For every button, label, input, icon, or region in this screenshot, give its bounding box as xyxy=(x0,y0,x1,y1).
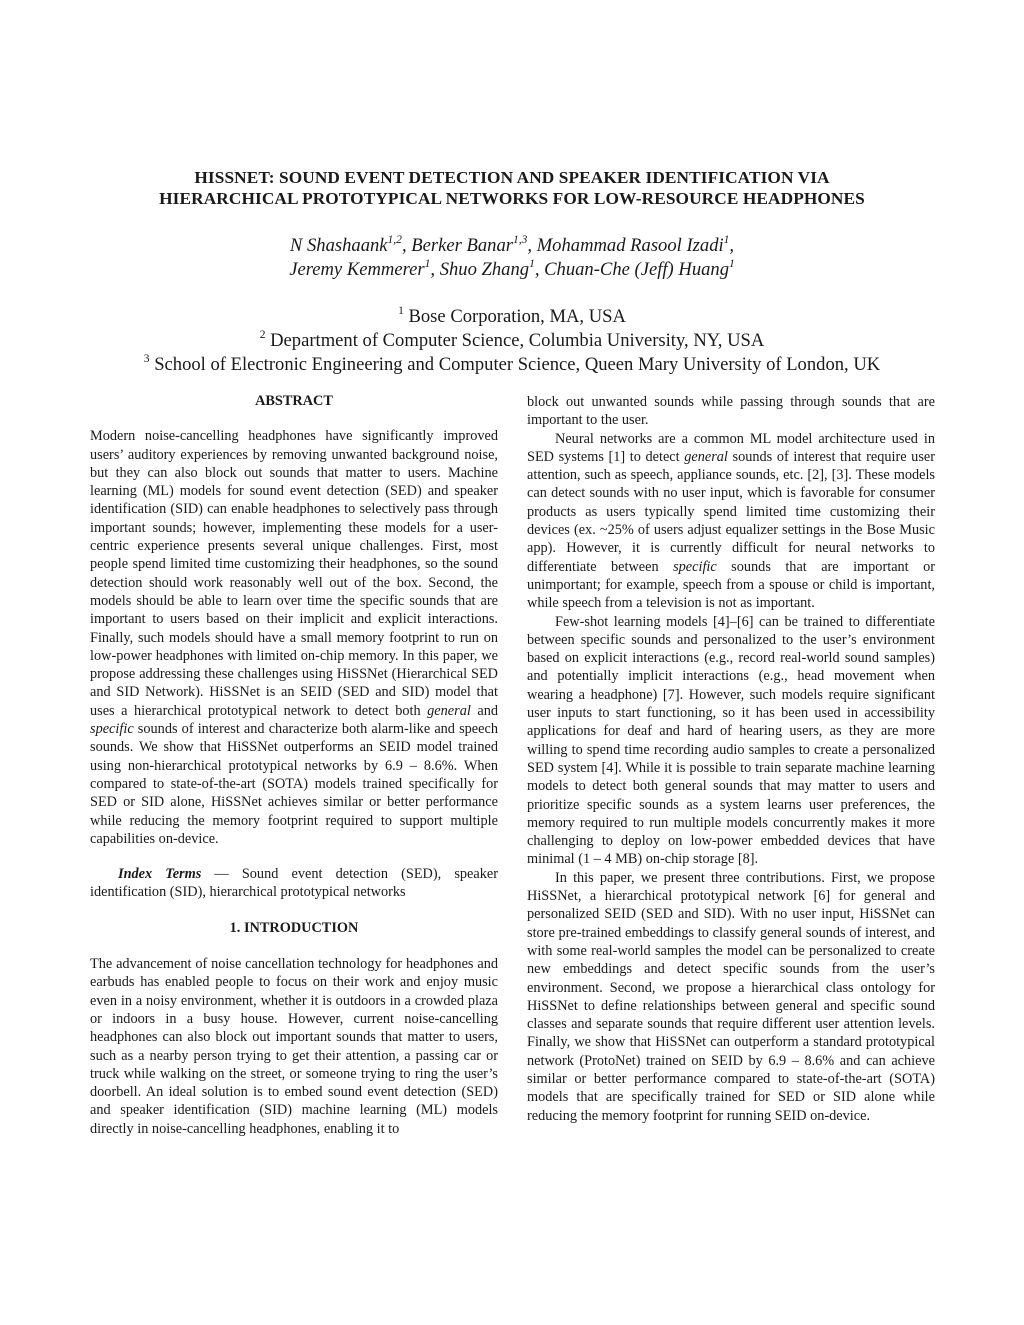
author-name: Chuan-Che (Jeff) Huang xyxy=(544,259,730,280)
abstract-heading: ABSTRACT xyxy=(255,393,333,409)
author-name: Jeremy Kemmerer xyxy=(289,259,425,280)
author-affiliation: 1 xyxy=(529,258,535,271)
title-line-2: HIERARCHICAL PROTOTYPICAL NETWORKS FOR LOW-RESOURCE HEADPHONES xyxy=(159,189,865,208)
intro-paragraph-3: Few-shot learning models [4]–[6] can be trained to differentiate between specific sounds and personalized to the user’s environment based on explicit interactions (e.g., record real-world sound samples) and potentially implicit interactions (e.g., head movement when wearing a headphone) [7]. However, such models require significant user inputs to start functioning, so it has been used in accessibility applications for deaf and hard of hearing users, as they are more willing to spend time recording audio samples to create a personalized SED system [4]. While it is possible to train separate machine learning models to detect both general sounds that may matter to users and prioritize specific sounds as a system learns user preferences, the memory required to run multiple models concurrently makes it more challenging to deploy on low-power embedded devices that have minimal (1 – 4 MB) on-chip storage [8]. xyxy=(527,613,935,868)
author-name: Shuo Zhang xyxy=(439,259,530,280)
abstract-body: Modern noise-cancelling headphones have significantly improved users’ auditory experiences by removing unwanted background noise, but they can also block out sounds that matter to users. Machine learning (ML) models for sound event detection (SED) and speaker identification (SID) can enable headphones to selectively pass through important sounds; however, implementing these models for a user-centric experience presents several unique challenges. First, most people spend limited time customizing their headphones, so the sound detection should work reasonably well out of the box. Second, the models should be able to learn over time the specific sounds that are important to users based on their implicit and explicit interactions. Finally, such models should have a small memory footprint to run on low-power headphones with limited on-chip memory. In this paper, we propose addressing these challenges using HiSSNet (Hierarchical SED and SID Network). HiSSNet is an SEID (SED and SID) model that uses a hierarchical prototypical network to detect both general and specific sounds of interest and characterize both alarm-like and speech sounds. We show that HiSSNet outperforms an SEID model trained using non-hierarchical prototypical networks by 6.9 – 8.6%. When compared to state-of-the-art (SOTA) models trained specifically for SED or SID alone, HiSSNet achieves similar or better performance while reducing the memory footprint required to support multiple capabilities on-device. xyxy=(90,428,499,847)
author-line-2: Jeremy Kemmerer$^1$, Shuo Zhang$^1$, Chuan-Che (Jeff) Huang$^1$ xyxy=(289,258,735,280)
intro-paragraph-1: The advancement of noise cancellation technology for headphones and earbuds has enabled people to focus on their work and enjoy music even in a noisy environment, whether it is outdoors in a crowded plaza or indoors in a busy house. However, current noise-cancelling headphones can also block out important sounds that matter to users, such as a nearby person trying to get their attention, a passing car or truck while walking on the street, or someone trying to ring the user’s doorbell. An ideal solution is to embed sound event detection (SED) and speaker identification (SID) machine learning (ML) models directly in noise-cancelling headphones, enabling it to xyxy=(90,956,498,1137)
index-terms: Index Terms — Sound event detection (SED), speaker identification (SID), hierarchical prototypical networks xyxy=(90,866,498,901)
author-line-1: N Shashaank$^{1,2}$, Berker Banar$^{1,3}$, Mohammad Rasool Izadi$^1$, xyxy=(289,234,735,256)
introduction-heading: 1. INTRODUCTION xyxy=(229,919,359,936)
author-affiliation: 1 xyxy=(729,258,735,271)
affiliation-1: $^1$ Bose Corporation, MA, USA xyxy=(398,305,626,327)
author-affiliation: 1 xyxy=(424,258,431,271)
index-terms-label: Index Terms xyxy=(118,866,202,883)
right-column xyxy=(527,393,935,1125)
author-list xyxy=(100,234,924,282)
affiliation-3: $^3$ School of Electronic Engineering and Computer Science, Queen Mary University of London, UK xyxy=(143,353,881,375)
author-affiliation: 1 xyxy=(723,234,730,247)
intro-paragraph-4: In this paper, we present three contributions. First, we propose HiSSNet, a hierarchical prototypical network [6] for general and personalized SEID (SED and SID). With no user input, HiSSNet can store pre-trained embeddings to classify general sounds of interest, and with some real-world samples the model can be personalized to create new embeddings and detect specific sounds from the user’s environment. Second, we propose a hierarchical class ontology for HiSSNet to define relationships between general and specific sound classes and separate sounds that require different user attention levels. Finally, we show that HiSSNet can outperform a standard prototypical network (ProtoNet) trained on SEID by 6.9 – 8.6% and can achieve similar or better performance compared to state-of-the-art (SOTA) models that are specifically trained for SED or SID alone while reducing the memory footprint for running SEID on-device. xyxy=(527,869,935,1124)
author-name: N Shashaank xyxy=(289,235,388,256)
left-column xyxy=(90,392,498,1138)
affiliation-2: $^2$ Department of Computer Science, Columbia University, NY, USA xyxy=(259,329,765,351)
intro-paragraph-1-continued: block out unwanted sounds while passing through sounds that are important to the user. xyxy=(527,394,935,429)
title-line-1: HISSNET: SOUND EVENT DETECTION AND SPEAKER IDENTIFICATION VIA xyxy=(194,168,830,187)
affiliation-list xyxy=(60,305,964,377)
author-affiliation: 1,2 xyxy=(387,234,402,247)
author-name: Mohammad Rasool Izadi xyxy=(536,235,724,256)
paper-title xyxy=(60,167,964,209)
author-affiliation: 1,3 xyxy=(512,234,528,247)
author-name: Berker Banar xyxy=(411,235,513,256)
intro-paragraph-2: Neural networks are a common ML model architecture used in SED systems [1] to detect general sounds of interest that require user attention, such as speech, appliance sounds, etc. [2], [3]. These models can detect sounds with no user input, which is favorable for consumer products as users typically spend limited time customizing their devices (ex. ~25% of users adjust equalizer settings in the Bose Music app). However, it is currently difficult for neural networks to differentiate between specific sounds that are important or unimportant; for example, speech from a spouse or child is important, while speech from a television is not as important. xyxy=(527,430,935,612)
